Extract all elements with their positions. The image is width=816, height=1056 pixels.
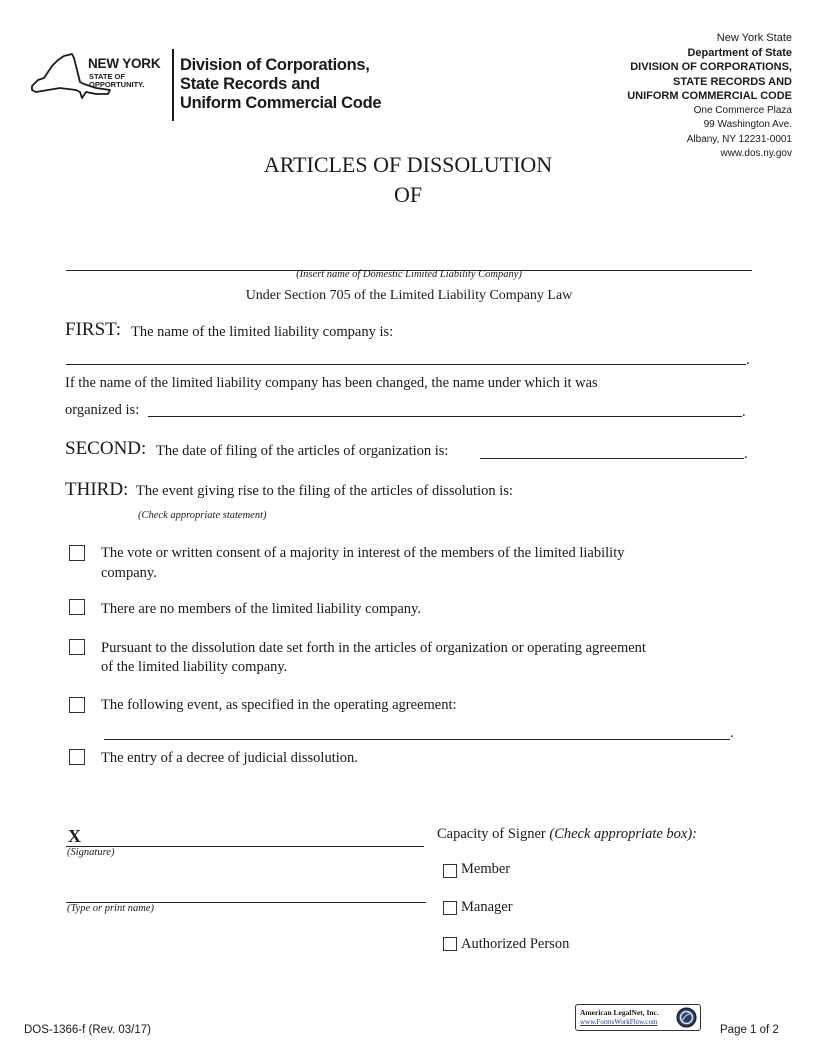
dept-line-3: DIVISION OF CORPORATIONS, (630, 61, 792, 73)
department-address (552, 31, 792, 162)
capacity-authorized-person-label: Authorized Person (461, 936, 570, 952)
llc-name-field[interactable] (66, 350, 746, 365)
organized-dot: . (742, 404, 746, 420)
first-text: The name of the limited liability company is: (131, 324, 394, 340)
dissolution-option-1-line-1: The vote or written consent of a majority in interest of the members of the limited liability (101, 545, 625, 561)
dissolution-option-5-line-1: The entry of a decree of judicial dissolution. (101, 750, 358, 766)
logo-state-name: NEW YORK (88, 56, 161, 71)
capacity-label (437, 826, 697, 843)
logo-division-line-2: State Records and (180, 75, 320, 93)
page-title: ARTICLES OF DISSOLUTION (263, 152, 553, 177)
logo-tagline-1: STATE OF (89, 72, 125, 81)
third-hint: (Check appropriate statement) (138, 510, 267, 521)
printed-name-field[interactable] (66, 888, 426, 903)
logo-division-line-1: Division of Corporations, (180, 56, 370, 74)
dissolution-option-checkbox-2[interactable] (69, 599, 85, 615)
logo (30, 46, 400, 122)
company-name-hint: (Insert name of Domestic Limited Liability Company) (296, 269, 522, 280)
capacity-member-label: Member (461, 861, 511, 877)
dissolution-option-3-line-2: of the limited liability company. (101, 659, 288, 675)
dissolution-option-checkbox-3[interactable] (69, 639, 85, 655)
second-text: The date of filing of the articles of organization is: (156, 443, 449, 459)
globe-icon (676, 1007, 697, 1028)
dept-line-6: One Commerce Plaza (693, 104, 792, 116)
dept-line-4: STATE RECORDS AND (673, 75, 792, 88)
second-label: SECOND: (65, 438, 147, 459)
dept-line-7: 99 Washington Ave. (703, 119, 792, 130)
capacity-member-checkbox[interactable] (443, 864, 457, 878)
statute-text: Under Section 705 of the Limited Liability Company Law (245, 288, 573, 303)
capacity-hint: (Check appropriate box): (549, 826, 698, 842)
dept-line-5: UNIFORM COMMERCIAL CODE (627, 90, 792, 102)
dept-line-8: Albany, NY 12231-0001 (686, 133, 792, 145)
form-id: DOS-1366-f (Rev. 03/17) (24, 1024, 151, 1036)
dept-line-1: New York State (716, 32, 792, 44)
page-title-of: OF (393, 182, 423, 207)
dissolution-option-checkbox-5[interactable] (69, 749, 85, 765)
name-changed-text: If the name of the limited liability company has been changed, the name under which it was (65, 375, 598, 391)
dept-line-2: Department of State (687, 46, 792, 59)
american-legalnet-badge[interactable] (575, 1004, 701, 1031)
filing-date-dot: . (744, 446, 748, 462)
event-description-field[interactable] (104, 727, 730, 740)
third-text: The event giving rise to the filing of the articles of dissolution is: (136, 483, 513, 499)
logo-division-line-3: Uniform Commercial Code (180, 94, 382, 112)
organized-name-field[interactable] (148, 402, 742, 417)
llc-name-dot: . (746, 352, 750, 368)
signature-hint: (Signature) (67, 847, 115, 858)
third-label: THIRD: (65, 479, 129, 500)
capacity-manager-label: Manager (461, 899, 513, 915)
dissolution-option-1-line-2: company. (101, 565, 157, 581)
capacity-label-text: Capacity of Signer (437, 826, 546, 842)
dissolution-option-checkbox-1[interactable] (69, 545, 85, 561)
capacity-authorized-person-checkbox[interactable] (443, 937, 457, 951)
capacity-manager-checkbox[interactable] (443, 901, 457, 915)
badge-url: www.FormsWorkFlow.com (580, 1018, 658, 1026)
dissolution-option-4-line-1: The following event, as specified in the operating agreement: (101, 697, 457, 713)
dissolution-option-2-line-1: There are no members of the limited liability company. (101, 601, 421, 617)
dept-line-9: www.dos.ny.gov (720, 148, 792, 159)
dissolution-option-checkbox-4[interactable] (69, 697, 85, 713)
organized-label: organized is: (65, 402, 140, 418)
event-description-dot: . (730, 725, 734, 741)
first-label: FIRST: (65, 319, 122, 340)
dissolution-option-3-line-1: Pursuant to the dissolution date set forth in the articles of organization or operating agreement (101, 640, 646, 656)
logo-tagline-2: OPPORTUNITY. (89, 80, 145, 89)
logo-divider (172, 49, 174, 121)
badge-company: American LegalNet, Inc. (580, 1008, 659, 1017)
filing-date-field[interactable] (480, 444, 744, 459)
signature-field[interactable] (66, 832, 424, 847)
printed-name-hint: (Type or print name) (67, 903, 154, 914)
signature-x-mark: X (68, 826, 81, 846)
page-number: Page 1 of 2 (720, 1024, 779, 1036)
